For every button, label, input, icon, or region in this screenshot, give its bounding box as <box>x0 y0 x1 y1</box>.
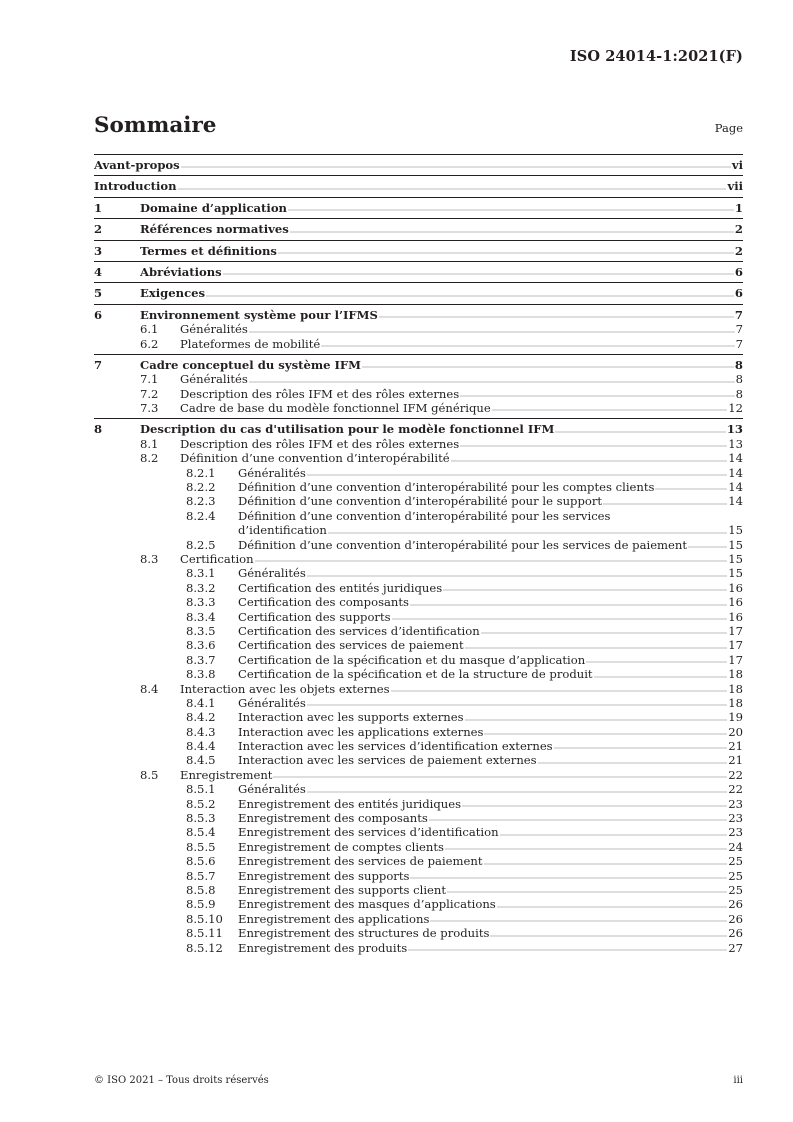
toc-entry-number: 8.3.4 <box>186 609 216 624</box>
toc-entry[interactable] <box>94 883 743 897</box>
toc-dot-leader <box>429 819 727 822</box>
toc-entry[interactable] <box>94 739 743 753</box>
toc-entry-label: Généralités <box>180 372 248 387</box>
toc-entry-label: Certification des supports <box>238 609 391 624</box>
toc-dot-leader <box>307 704 727 707</box>
toc-group <box>94 283 743 303</box>
toc-entry-label: Termes et définitions <box>140 243 277 258</box>
toc-entry-number: 8.4.3 <box>186 724 216 739</box>
toc-entry-label: Description des rôles IFM et des rôles externes <box>180 386 460 401</box>
toc-entry-number: 8.3.1 <box>186 566 216 581</box>
toc-group <box>94 262 743 282</box>
toc-group <box>94 176 743 196</box>
toc-entry-page: vi <box>731 158 743 172</box>
toc-entry-number: 8.2.4 <box>186 508 216 523</box>
toc-title-row <box>94 113 743 138</box>
toc-entry-label: Définition d’une convention d’interopérabilité <box>180 451 450 466</box>
toc-dot-leader <box>460 445 727 448</box>
toc-entry-label: Abréviations <box>140 264 222 279</box>
toc-entry-number: 8.4.1 <box>186 695 216 710</box>
toc-dot-leader <box>481 632 728 635</box>
toc-entry-page: 18 <box>728 667 743 682</box>
toc-entry-label: Définition d’une convention d’interopérabilité pour les services <box>238 508 611 523</box>
toc-entry-page: 22 <box>728 767 743 782</box>
toc-dot-leader <box>249 381 735 384</box>
toc-group <box>94 305 743 354</box>
toc-entry-label: Introduction <box>94 179 177 194</box>
toc-entry-label: Enregistrement des masques d’applications <box>238 897 496 912</box>
toc-entry-page: 26 <box>728 897 743 912</box>
toc-entry[interactable] <box>94 244 743 258</box>
toc-dot-leader <box>410 604 727 607</box>
toc-entry[interactable] <box>94 912 743 926</box>
toc-entry[interactable] <box>94 725 743 739</box>
toc-dot-leader <box>288 209 734 212</box>
table-of-contents <box>94 154 743 958</box>
toc-entry-page: 2 <box>734 243 743 258</box>
toc-entry[interactable] <box>94 753 743 767</box>
toc-dot-leader <box>465 647 728 650</box>
toc-entry-label: d’identification <box>238 523 327 538</box>
toc-dot-leader <box>410 877 727 880</box>
toc-entry[interactable] <box>94 401 743 415</box>
toc-dot-leader <box>451 460 728 463</box>
toc-entry[interactable] <box>94 638 743 652</box>
toc-entry[interactable] <box>94 222 743 236</box>
toc-entry-number: 5 <box>94 286 103 301</box>
toc-entry[interactable] <box>94 265 743 279</box>
toc-entry-page: 13 <box>726 422 743 437</box>
toc-entry-page: 17 <box>728 623 743 638</box>
toc-dot-leader <box>462 805 727 808</box>
toc-entry-label: Enregistrement des structures de produits <box>238 926 490 941</box>
toc-entry[interactable] <box>94 941 743 955</box>
toc-dot-leader <box>392 618 728 621</box>
toc-entry-label: Enregistrement des supports client <box>238 882 447 897</box>
toc-entry-label: Interaction avec les applications externes <box>238 724 484 739</box>
toc-entry-page: 24 <box>728 839 743 854</box>
toc-entry-label: Exigences <box>140 286 206 301</box>
toc-entry-number: 6.1 <box>140 322 159 337</box>
toc-entry-page: 21 <box>728 753 743 768</box>
toc-entry-label: Avant-propos <box>94 158 180 172</box>
toc-entry-label: Enregistrement des applications <box>238 911 430 926</box>
toc-entry-page: 17 <box>728 652 743 667</box>
toc-entry[interactable] <box>94 581 743 595</box>
toc-entry-number: 8.5.3 <box>186 811 216 826</box>
toc-entry-label: Domaine d’application <box>140 200 287 215</box>
toc-entry-page: 8 <box>735 386 743 401</box>
toc-entry-label: Cadre de base du modèle fonctionnel IFM générique <box>180 401 491 416</box>
toc-entry[interactable] <box>94 897 743 911</box>
toc-dot-leader <box>594 676 728 679</box>
toc-dot-leader <box>273 776 727 779</box>
toc-entry-page: 15 <box>728 551 743 566</box>
toc-entry[interactable] <box>94 797 743 811</box>
toc-dot-leader <box>278 252 734 255</box>
toc-entry-label: Définition d’une convention d’interopérabilité pour le support <box>238 494 603 509</box>
toc-dot-leader <box>430 920 727 923</box>
toc-entry[interactable] <box>94 179 743 193</box>
toc-entry-page: 14 <box>728 465 743 480</box>
toc-entry-page: 12 <box>728 401 743 416</box>
page-title: Sommaire <box>94 113 217 138</box>
toc-entry-label: Enregistrement des services d’identification <box>238 825 499 840</box>
toc-entry-page: 6 <box>734 264 743 279</box>
toc-entry-label: Généralités <box>238 782 306 797</box>
toc-entry-page: 18 <box>728 681 743 696</box>
toc-entry-page: 15 <box>728 537 743 552</box>
toc-dot-leader <box>206 295 734 298</box>
toc-dot-leader <box>249 331 735 334</box>
toc-entry-page: 23 <box>728 825 743 840</box>
toc-dot-leader <box>447 891 727 894</box>
toc-entry-number: 8.5.5 <box>186 839 216 854</box>
toc-dot-leader <box>500 834 728 837</box>
toc-entry-number: 7.2 <box>140 386 159 401</box>
toc-entry[interactable] <box>94 682 743 696</box>
document-id: ISO 24014-1:2021(F) <box>569 48 743 65</box>
toc-entry-page: 8 <box>734 357 743 372</box>
toc-entry[interactable] <box>94 158 743 172</box>
toc-entry-page: 6 <box>734 286 743 301</box>
toc-entry-label: Enregistrement des services de paiement <box>238 854 483 869</box>
toc-entry-page: 26 <box>728 926 743 941</box>
toc-entry-label: Références normatives <box>140 222 289 237</box>
toc-entry-label: Enregistrement <box>180 767 273 782</box>
toc-entry[interactable] <box>94 566 743 580</box>
toc-entry[interactable] <box>94 509 743 523</box>
toc-entry-page: 21 <box>728 739 743 754</box>
toc-entry-number: 8.3.7 <box>186 652 216 667</box>
toc-entry-number: 8.3.6 <box>186 638 216 653</box>
toc-entry[interactable] <box>94 372 743 386</box>
toc-entry-number: 8.5.9 <box>186 897 216 912</box>
toc-entry-page: 15 <box>728 523 743 538</box>
toc-entry-number: 8.5.2 <box>186 796 216 811</box>
toc-dot-leader <box>492 409 728 412</box>
toc-entry-number: 8.5.4 <box>186 825 216 840</box>
toc-entry-label: Interaction avec les supports externes <box>238 710 464 725</box>
toc-entry-label: Description du cas d'utilisation pour le modèle fonctionnel IFM <box>140 422 555 437</box>
toc-entry[interactable] <box>94 337 743 351</box>
toc-entry-number: 3 <box>94 243 103 258</box>
toc-entry-page: 27 <box>728 940 743 955</box>
toc-entry-page: vii <box>727 179 743 194</box>
toc-entry-label: Certification <box>180 551 254 566</box>
toc-dot-leader <box>538 762 728 765</box>
toc-entry-page: 13 <box>728 436 743 451</box>
toc-entry[interactable] <box>94 308 743 322</box>
toc-entry[interactable] <box>94 825 743 839</box>
toc-entry-page: 7 <box>734 307 743 322</box>
toc-group <box>94 419 743 957</box>
toc-entry-number: 7 <box>94 357 103 372</box>
toc-entry[interactable] <box>94 610 743 624</box>
toc-dot-leader <box>379 316 734 319</box>
toc-entry-label: Généralités <box>238 465 306 480</box>
toc-dot-leader <box>223 273 734 276</box>
toc-entry-page: 23 <box>728 796 743 811</box>
toc-dot-leader <box>445 848 727 851</box>
toc-entry-number: 7.1 <box>140 372 159 387</box>
toc-dot-leader <box>555 431 726 434</box>
toc-dot-leader <box>554 747 728 750</box>
toc-dot-leader <box>290 231 734 234</box>
toc-entry-page: 20 <box>728 724 743 739</box>
toc-entry-page: 1 <box>734 200 743 215</box>
toc-entry[interactable] <box>94 710 743 724</box>
toc-entry-page: 16 <box>728 609 743 624</box>
toc-entry[interactable] <box>94 466 743 480</box>
toc-dot-leader <box>328 532 727 535</box>
toc-entry[interactable] <box>94 494 743 508</box>
toc-entry-number: 8.5.12 <box>186 940 223 955</box>
toc-entry-label: Certification de la spécification et du masque d’application <box>238 652 586 667</box>
toc-entry-number: 4 <box>94 264 103 279</box>
toc-entry[interactable] <box>94 595 743 609</box>
toc-entry-label: Enregistrement des composants <box>238 811 428 826</box>
toc-entry-page: 8 <box>735 372 743 387</box>
toc-entry-number: 8.3.8 <box>186 667 216 682</box>
toc-entry-number: 8.5.8 <box>186 882 216 897</box>
toc-dot-leader <box>443 589 727 592</box>
toc-dot-leader <box>490 935 727 938</box>
toc-entry-label: Définition d’une convention d’interopérabilité pour les services de paiement <box>238 537 688 552</box>
toc-entry-label: Plateformes de mobilité <box>180 336 321 351</box>
toc-entry-label: Certification des composants <box>238 595 410 610</box>
toc-entry-page: 16 <box>728 595 743 610</box>
toc-entry-number: 8.5.1 <box>186 782 216 797</box>
toc-entry[interactable] <box>94 437 743 451</box>
toc-entry-label: Enregistrement des entités juridiques <box>238 796 462 811</box>
toc-entry-page: 25 <box>728 868 743 883</box>
toc-entry-label: Généralités <box>238 695 306 710</box>
toc-entry-number: 8.4.2 <box>186 710 216 725</box>
toc-entry-number: 1 <box>94 200 103 215</box>
page-number: iii <box>733 1075 743 1086</box>
toc-entry-page: 22 <box>728 782 743 797</box>
toc-dot-leader <box>465 719 728 722</box>
toc-entry[interactable] <box>94 782 743 796</box>
toc-dot-leader <box>391 690 728 693</box>
toc-entry-number: 8.5.11 <box>186 926 223 941</box>
toc-entry[interactable] <box>94 322 743 336</box>
toc-entry-label: Interaction avec les objets externes <box>180 681 390 696</box>
toc-entry-page: 23 <box>728 811 743 826</box>
toc-group <box>94 198 743 218</box>
toc-entry-number: 8.2.5 <box>186 537 216 552</box>
toc-entry-label: Généralités <box>238 566 306 581</box>
toc-entry-page: 19 <box>728 710 743 725</box>
toc-entry-label: Certification des services de paiement <box>238 638 464 653</box>
toc-entry-number: 8.2 <box>140 451 159 466</box>
toc-dot-leader <box>688 546 727 549</box>
toc-entry[interactable] <box>94 840 743 854</box>
toc-entry-page: 14 <box>728 451 743 466</box>
toc-entry-number: 8.2.3 <box>186 494 216 509</box>
toc-entry[interactable] <box>94 523 743 537</box>
toc-dot-leader <box>307 791 727 794</box>
copyright-notice: © ISO 2021 – Tous droits réservés <box>94 1075 269 1086</box>
toc-entry-label: Généralités <box>180 322 248 337</box>
toc-entry[interactable] <box>94 358 743 372</box>
toc-entry-page: 18 <box>728 695 743 710</box>
toc-entry-number: 8.5 <box>140 767 159 782</box>
toc-entry-label: Enregistrement de comptes clients <box>238 839 444 854</box>
toc-entry-label: Interaction avec les services de paiement externes <box>238 753 537 768</box>
toc-dot-leader <box>255 560 728 563</box>
toc-entry-label: Environnement système pour l’IFMS <box>140 307 378 322</box>
toc-entry-page: 2 <box>734 222 743 237</box>
toc-dot-leader <box>321 345 734 348</box>
toc-dot-leader <box>484 863 728 866</box>
toc-dot-leader <box>497 906 727 909</box>
toc-entry[interactable] <box>94 624 743 638</box>
toc-entry-page: 17 <box>728 638 743 653</box>
toc-group <box>94 219 743 239</box>
toc-entry-number: 8.2.2 <box>186 480 216 495</box>
toc-entry-label: Interaction avec les services d’identification externes <box>238 739 553 754</box>
toc-entry-number: 8 <box>94 422 103 437</box>
toc-entry-page: 16 <box>728 580 743 595</box>
toc-entry[interactable] <box>94 552 743 566</box>
toc-entry-number: 7.3 <box>140 401 159 416</box>
toc-entry-number: 8.1 <box>140 436 159 451</box>
toc-dot-leader <box>460 395 734 398</box>
toc-entry[interactable] <box>94 869 743 883</box>
toc-entry-number: 8.5.7 <box>186 868 216 883</box>
toc-entry-number: 8.4.4 <box>186 739 216 754</box>
toc-entry[interactable] <box>94 854 743 868</box>
toc-entry-label: Certification des services d’identification <box>238 623 480 638</box>
toc-entry-number: 2 <box>94 222 103 237</box>
toc-entry[interactable] <box>94 451 743 465</box>
toc-entry-page: 25 <box>728 854 743 869</box>
toc-dot-leader <box>655 488 727 491</box>
toc-entry-label: Enregistrement des supports <box>238 868 410 883</box>
toc-entry-label: Description des rôles IFM et des rôles externes <box>180 436 460 451</box>
toc-entry-page: 14 <box>728 494 743 509</box>
toc-dot-leader <box>603 503 727 506</box>
toc-entry-number: 8.4.5 <box>186 753 216 768</box>
toc-entry[interactable] <box>94 538 743 552</box>
toc-dot-leader <box>307 474 727 477</box>
toc-entry[interactable] <box>94 480 743 494</box>
toc-entry-page: 25 <box>728 882 743 897</box>
toc-entry-number: 6.2 <box>140 336 159 351</box>
toc-entry[interactable] <box>94 696 743 710</box>
toc-entry[interactable] <box>94 653 743 667</box>
toc-entry-number: 8.5.10 <box>186 911 223 926</box>
toc-entry[interactable] <box>94 286 743 300</box>
toc-entry-label: Enregistrement des produits <box>238 940 408 955</box>
toc-dot-leader <box>362 366 734 369</box>
toc-entry[interactable] <box>94 926 743 940</box>
toc-entry-label: Cadre conceptuel du système IFM <box>140 357 361 372</box>
toc-entry-number: 8.3.2 <box>186 580 216 595</box>
toc-entry-number: 8.5.6 <box>186 854 216 869</box>
toc-dot-leader <box>586 661 727 664</box>
toc-entry[interactable] <box>94 387 743 401</box>
toc-entry-number: 8.3 <box>140 551 159 566</box>
toc-group <box>94 241 743 261</box>
toc-entry[interactable] <box>94 768 743 782</box>
toc-entry-number: 8.2.1 <box>186 465 216 480</box>
toc-entry[interactable] <box>94 667 743 681</box>
toc-entry-label: Certification des entités juridiques <box>238 580 443 595</box>
toc-dot-leader <box>178 188 727 191</box>
toc-dot-leader <box>307 575 727 578</box>
toc-dot-leader <box>484 733 727 736</box>
toc-entry-page: 26 <box>728 911 743 926</box>
toc-entry-page: 7 <box>735 336 743 351</box>
page-column-label: Page <box>714 121 743 135</box>
toc-entry-number: 8.3.3 <box>186 595 216 610</box>
toc-entry-label: Définition d’une convention d’interopérabilité pour les comptes clients <box>238 480 655 495</box>
toc-entry-number: 8.3.5 <box>186 623 216 638</box>
toc-dot-leader <box>181 166 731 169</box>
toc-entry-page: 7 <box>735 322 743 337</box>
toc-dot-leader <box>408 949 727 952</box>
toc-entry[interactable] <box>94 811 743 825</box>
toc-entry-page: 14 <box>728 480 743 495</box>
toc-entry-label: Certification de la spécification et de la structure de produit <box>238 667 593 682</box>
toc-group <box>94 155 743 175</box>
toc-entry[interactable] <box>94 201 743 215</box>
toc-entry-number: 8.4 <box>140 681 159 696</box>
toc-group <box>94 355 743 419</box>
toc-entry-page: 15 <box>728 566 743 581</box>
toc-entry-number: 6 <box>94 307 103 322</box>
toc-entry[interactable] <box>94 422 743 436</box>
